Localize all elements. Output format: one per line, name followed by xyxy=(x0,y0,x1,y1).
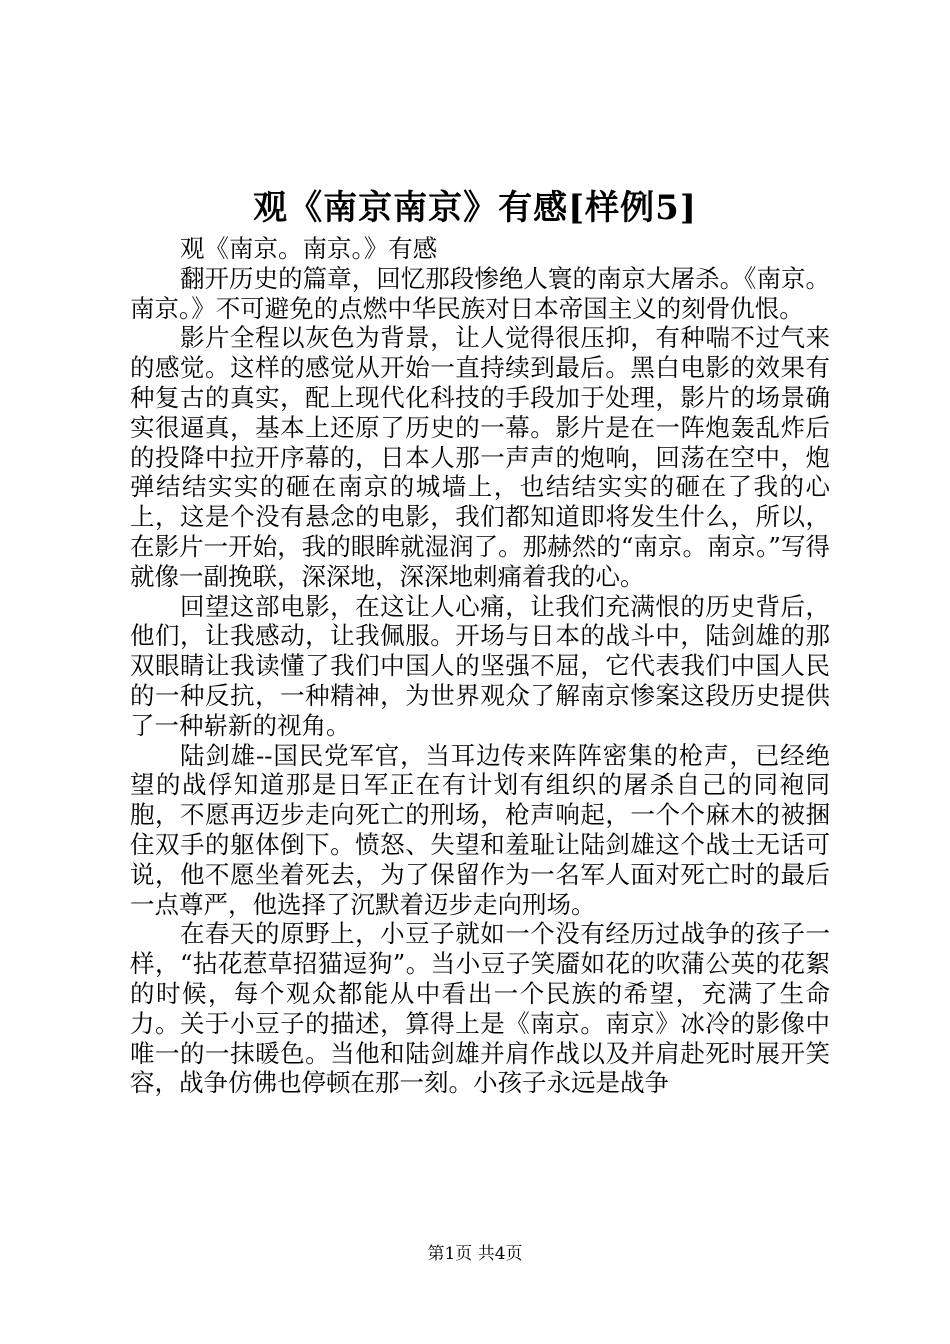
paragraph-subtitle: 观《南京。南京。》有感 xyxy=(180,234,438,263)
paragraph: 陆剑雄--国民党军官，当耳边传来阵阵密集的枪声，已经绝望的战俘知道那是日军正在有计划有组织的屠杀自己的同袍同胞，不愿再迈步走向死亡的刑场，枪声响起，一个个麻木的被捆住双手的躯体倒下。愤怒、失望和羞耻让陆剑雄这个战士无话可说，他不愿坐着死去，为了保留作为一名军人面对死亡时的最后一点尊严，他选择了沉默着迈步走向刑场。 xyxy=(130,740,830,919)
page-number-footer: 第1页 共4页 xyxy=(427,1244,523,1264)
page-title: 观《南京南京》有感[样例5] xyxy=(253,188,697,228)
document-body xyxy=(130,234,830,1098)
paragraph: 影片全程以灰色为背景，让人觉得很压抑，有种喘不过气来的感觉。这样的感觉从开始一直持续到最后。黑白电影的效果有种复古的真实，配上现代化科技的手段加于处理，影片的场景确实很逼真，基本上还原了历史的一幕。影片是在一阵炮轰乱炸后的投降中拉开序幕的，日本人那一声声的炮响，回荡在空中，炮弹结结实实的砸在南京的城墙上，也结结实实的砸在了我的心上，这是个没有悬念的电影，我们都知道即将发生什么，所以，在影片一开始，我的眼眸就湿润了。那赫然的“南京。南京。”写得就像一副挽联，深深地，深深地刺痛着我的心。 xyxy=(130,323,830,591)
paragraph: 回望这部电影，在这让人心痛，让我们充满恨的历史背后，他们，让我感动，让我佩服。开场与日本的战斗中，陆剑雄的那双眼睛让我读懂了我们中国人的坚强不屈，它代表我们中国人民的一种反抗，一种精神，为世界观众了解南京惨案这段历史提供了一种崭新的视角。 xyxy=(130,591,830,740)
paragraph: 在春天的原野上，小豆子就如一个没有经历过战争的孩子一样，“拈花惹草招猫逗狗”。当小豆子笑靥如花的吹蒲公英的花絮的时候，每个观众都能从中看出一个民族的希望，充满了生命力。关于小豆子的描述，算得上是《南京。南京》冰冷的影像中唯一的一抹暖色。当他和陆剑雄并肩作战以及并肩赴死时展开笑容，战争仿佛也停顿在那一刻。小孩子永远是战争 xyxy=(130,919,830,1098)
paragraph: 翻开历史的篇章，回忆那段惨绝人寰的南京大屠杀。《南京。南京。》不可避免的点燃中华民族对日本帝国主义的刻骨仇恨。 xyxy=(130,263,830,323)
